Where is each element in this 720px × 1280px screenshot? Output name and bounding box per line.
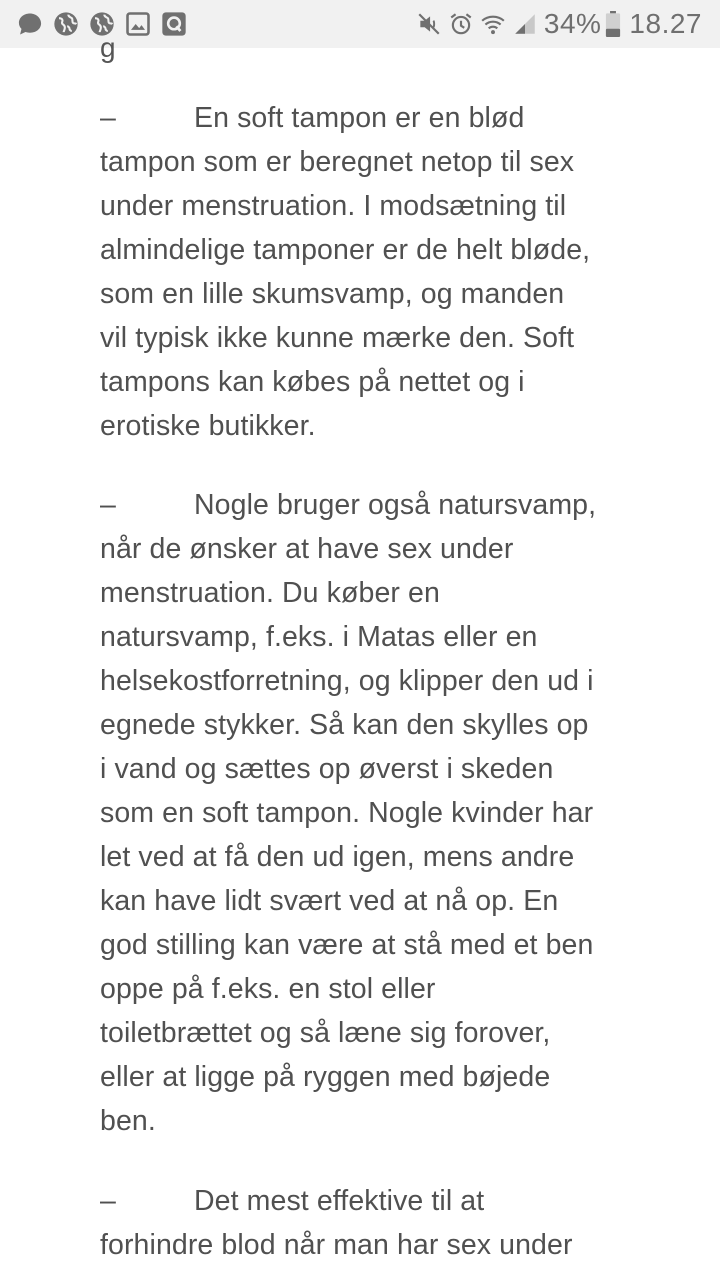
paragraph-mest-effektive [100,1179,630,1267]
paragraph-line: tampon som er beregnet netop til sex [100,146,575,178]
bullet-dash: – [100,1185,116,1217]
paragraph-line: menstruation. Du køber en [100,577,440,609]
clipped-top-text: g [100,32,116,63]
q-app-icon [160,10,188,38]
paragraph-line: helsekostforretning, og klipper den ud i [100,665,594,697]
bullet-dash: – [100,102,116,134]
paragraph-line: erotiske butikker. [100,410,316,442]
paragraph-line: – En soft tampon er en blød [100,96,630,140]
paragraph-line: – Det mest effektive til at [100,1179,630,1223]
paragraph-line: let ved at få den ud igen, mens andre [100,841,575,873]
clock: 18.27 [629,8,702,39]
paragraph-soft-tampon [100,96,630,448]
battery-percent: 34% [543,8,602,39]
mute-icon [416,11,442,37]
paragraph-line: – Nogle bruger også natursvamp, [100,483,630,527]
wifi-icon [480,11,506,37]
paragraph-natursvamp [100,483,630,1143]
battery-icon [605,11,621,37]
paragraph-line: kan have lidt svært ved at nå op. En [100,885,559,917]
alarm-icon [448,11,474,37]
paragraph-line: eller at ligge på ryggen med bøjede [100,1061,551,1093]
paragraph-line: når de ønsker at have sex under [100,533,514,565]
paragraph-line: vil typisk ikke kunne mærke den. Soft [100,322,575,354]
paragraph-line: som en lille skumsvamp, og manden [100,278,565,310]
paragraph-line: oppe på f.eks. en stol eller [100,973,436,1005]
signal-icon [512,11,538,37]
paragraph-line: almindelige tamponer er de helt bløde, [100,234,591,266]
chat-bubble-icon [16,10,44,38]
paragraph-line: under menstruation. I modsætning til [100,190,567,222]
paragraph-line: tampons kan købes på nettet og i [100,366,525,398]
paragraph-line: i vand og sættes op øverst i skeden [100,753,554,785]
paragraph-line: forhindre blod når man har sex under [100,1229,573,1261]
paragraph-line: ben. [100,1105,156,1137]
paragraph-line: natursvamp, f.eks. i Matas eller en [100,621,538,653]
paragraph-line: som en soft tampon. Nogle kvinder har [100,797,594,829]
bullet-dash: – [100,489,116,521]
paragraph-line: toiletbrættet og så læne sig forover, [100,1017,551,1049]
system-status [410,8,702,40]
globe-icon [52,10,80,38]
paragraph-line: god stilling kan være at stå med et ben [100,929,594,961]
paragraph-line: egnede stykker. Så kan den skylles op [100,709,589,741]
image-icon [124,10,152,38]
article-content [0,32,720,1280]
